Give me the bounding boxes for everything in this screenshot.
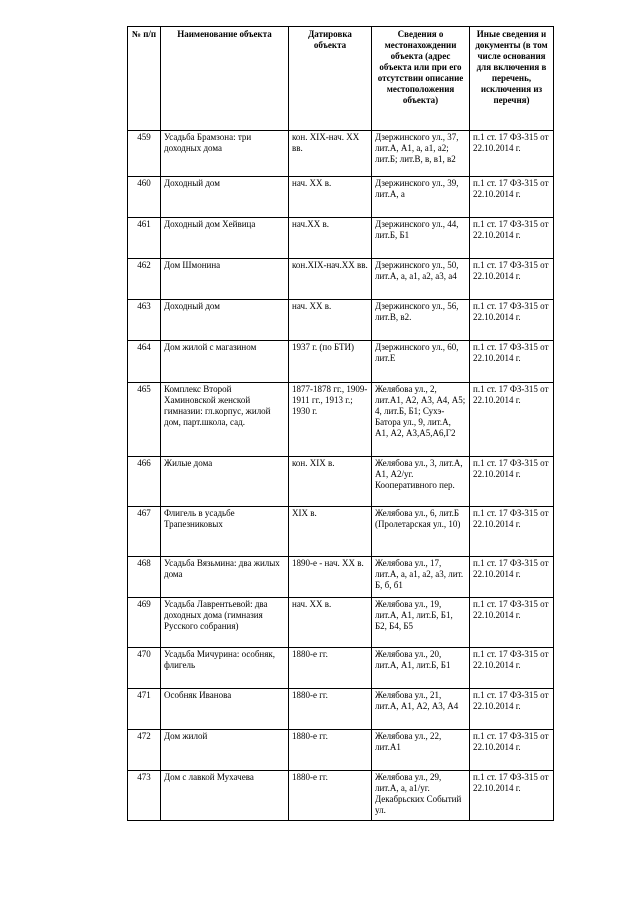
table-row: [128, 383, 554, 457]
cell-object-date: 1937 г. (по БТИ): [289, 341, 372, 383]
cell-object-date: 1880-е гг.: [289, 689, 372, 730]
cell-documents: п.1 ст. 17 ФЗ-315 от 22.10.2014 г.: [470, 218, 554, 259]
cell-object-date: XIX в.: [289, 507, 372, 557]
cell-object-name: Особняк Иванова: [161, 689, 289, 730]
cell-object-name: Дом жилой: [161, 730, 289, 771]
cell-object-date: 1877-1878 гг., 1909-1911 гг., 1913 г.; 1930 г.: [289, 383, 372, 457]
cell-documents: п.1 ст. 17 ФЗ-315 от 22.10.2014 г.: [470, 689, 554, 730]
cell-number: 471: [128, 689, 161, 730]
table-row: [128, 341, 554, 383]
cell-object-name: Усадьба Мичурина: особняк, флигель: [161, 648, 289, 689]
table-row: [128, 689, 554, 730]
cell-documents: п.1 ст. 17 ФЗ-315 от 22.10.2014 г.: [470, 383, 554, 457]
cell-object-name: Жилые дома: [161, 457, 289, 507]
table-row: [128, 218, 554, 259]
cell-documents: п.1 ст. 17 ФЗ-315 от 22.10.2014 г.: [470, 771, 554, 821]
cell-documents: п.1 ст. 17 ФЗ-315 от 22.10.2014 г.: [470, 457, 554, 507]
cell-documents: п.1 ст. 17 ФЗ-315 от 22.10.2014 г.: [470, 300, 554, 341]
table-row: [128, 598, 554, 648]
cell-object-name: Дом Шмонина: [161, 259, 289, 300]
cell-object-date: нач. XX в.: [289, 598, 372, 648]
table-row: [128, 300, 554, 341]
cell-number: 467: [128, 507, 161, 557]
header-object-date: Датировка объекта: [289, 27, 372, 131]
table-row: [128, 648, 554, 689]
cell-object-date: кон.XIX-нач.XX вв.: [289, 259, 372, 300]
header-other-documents: Иные сведения и документы (в том числе основания для включения в перечень, исключения из перечня): [470, 27, 554, 131]
cell-object-address: Дзержинского ул., 37, лит.А, А1, а, а1, а2; лит.Б; лит.В, в, в1, в2: [372, 131, 470, 177]
cell-object-address: Желябова ул., 3, лит.А, А1, А2/уг. Кооперативного пер.: [372, 457, 470, 507]
table-row: [128, 259, 554, 300]
cell-object-name: Доходный дом: [161, 177, 289, 218]
cell-number: 462: [128, 259, 161, 300]
cell-object-date: 1890-е - нач. XX в.: [289, 557, 372, 598]
cell-number: 473: [128, 771, 161, 821]
cell-object-address: Желябова ул., 22, лит.А1: [372, 730, 470, 771]
cell-documents: п.1 ст. 17 ФЗ-315 от 22.10.2014 г.: [470, 730, 554, 771]
cell-object-date: нач.XX в.: [289, 218, 372, 259]
cell-object-date: 1880-е гг.: [289, 771, 372, 821]
cell-object-name: Доходный дом: [161, 300, 289, 341]
table-header-row: [128, 27, 554, 131]
cell-documents: п.1 ст. 17 ФЗ-315 от 22.10.2014 г.: [470, 341, 554, 383]
cell-object-address: Желябова ул., 17, лит.А, а, а1, а2, а3, лит. Б, б, б1: [372, 557, 470, 598]
table-row: [128, 457, 554, 507]
cell-object-date: нач. XX в.: [289, 177, 372, 218]
cell-documents: п.1 ст. 17 ФЗ-315 от 22.10.2014 г.: [470, 259, 554, 300]
cell-object-address: Желябова ул., 6, лит.Б (Пролетарская ул., 10): [372, 507, 470, 557]
cell-object-address: Желябова ул., 19, лит.А, А1, лит.Б, Б1, Б2, Б4, Б5: [372, 598, 470, 648]
cell-documents: п.1 ст. 17 ФЗ-315 от 22.10.2014 г.: [470, 131, 554, 177]
cell-object-name: Комплекс Второй Хаминовской женской гимназии: гл.корпус, жилой дом, парт.школа, сад.: [161, 383, 289, 457]
cell-number: 466: [128, 457, 161, 507]
cell-object-name: Доходный дом Хейвица: [161, 218, 289, 259]
cell-object-name: Дом с лавкой Мухачева: [161, 771, 289, 821]
cell-object-name: Флигель в усадьбе Трапезниковых: [161, 507, 289, 557]
cell-object-address: Дзержинского ул., 44, лит.Б, Б1: [372, 218, 470, 259]
table-row: [128, 557, 554, 598]
table-row: [128, 177, 554, 218]
table-row: [128, 507, 554, 557]
cell-object-address: Желябова ул., 20, лит.А, А1, лит.Б, Б1: [372, 648, 470, 689]
header-object-name: Наименование объекта: [161, 27, 289, 131]
cell-number: 469: [128, 598, 161, 648]
cell-number: 459: [128, 131, 161, 177]
cell-object-date: 1880-е гг.: [289, 648, 372, 689]
cell-documents: п.1 ст. 17 ФЗ-315 от 22.10.2014 г.: [470, 507, 554, 557]
cell-number: 463: [128, 300, 161, 341]
cell-object-date: кон. XIX-нач. XX вв.: [289, 131, 372, 177]
cell-object-address: Дзержинского ул., 60, лит.Е: [372, 341, 470, 383]
table-row: [128, 730, 554, 771]
cell-documents: п.1 ст. 17 ФЗ-315 от 22.10.2014 г.: [470, 598, 554, 648]
cell-number: 470: [128, 648, 161, 689]
cell-object-address: Дзержинского ул., 50, лит.А, а, а1, а2, а3, а4: [372, 259, 470, 300]
table-row: [128, 131, 554, 177]
cell-object-name: Дом жилой с магазином: [161, 341, 289, 383]
cell-object-date: нач. XX в.: [289, 300, 372, 341]
header-number: № п/п: [128, 27, 161, 131]
cell-object-address: Желябова ул., 2, лит.А1, А2, А3, А4, А5; 4, лит.Б, Б1; Сухэ-Батора ул., 9, лит.А, А1, А2, А3,А5,А6,Г2: [372, 383, 470, 457]
cell-number: 468: [128, 557, 161, 598]
cell-object-name: Усадьба Вязьмина: два жилых дома: [161, 557, 289, 598]
cell-object-address: Дзержинского ул., 56, лит.В, в2.: [372, 300, 470, 341]
heritage-objects-table: [127, 26, 554, 821]
cell-object-address: Дзержинского ул., 39, лит.А, а: [372, 177, 470, 218]
cell-number: 461: [128, 218, 161, 259]
cell-number: 472: [128, 730, 161, 771]
cell-number: 465: [128, 383, 161, 457]
table-row: [128, 771, 554, 821]
cell-object-date: кон. XIX в.: [289, 457, 372, 507]
cell-object-address: Желябова ул., 29, лит.А, а, а1/уг. Декабрьских Событий ул.: [372, 771, 470, 821]
cell-object-name: Усадьба Лаврентьевой: два доходных дома (гимназия Русского собрания): [161, 598, 289, 648]
cell-object-address: Желябова ул., 21, лит.А, А1, А2, А3, А4: [372, 689, 470, 730]
header-object-location: Сведения о местонахождении объекта (адрес объекта или при его отсутствии описание местоположения объекта): [372, 27, 470, 131]
cell-documents: п.1 ст. 17 ФЗ-315 от 22.10.2014 г.: [470, 557, 554, 598]
cell-object-date: 1880-е гг.: [289, 730, 372, 771]
cell-documents: п.1 ст. 17 ФЗ-315 от 22.10.2014 г.: [470, 177, 554, 218]
table-body: [128, 131, 554, 821]
cell-documents: п.1 ст. 17 ФЗ-315 от 22.10.2014 г.: [470, 648, 554, 689]
cell-number: 464: [128, 341, 161, 383]
cell-object-name: Усадьба Брамзона: три доходных дома: [161, 131, 289, 177]
cell-number: 460: [128, 177, 161, 218]
